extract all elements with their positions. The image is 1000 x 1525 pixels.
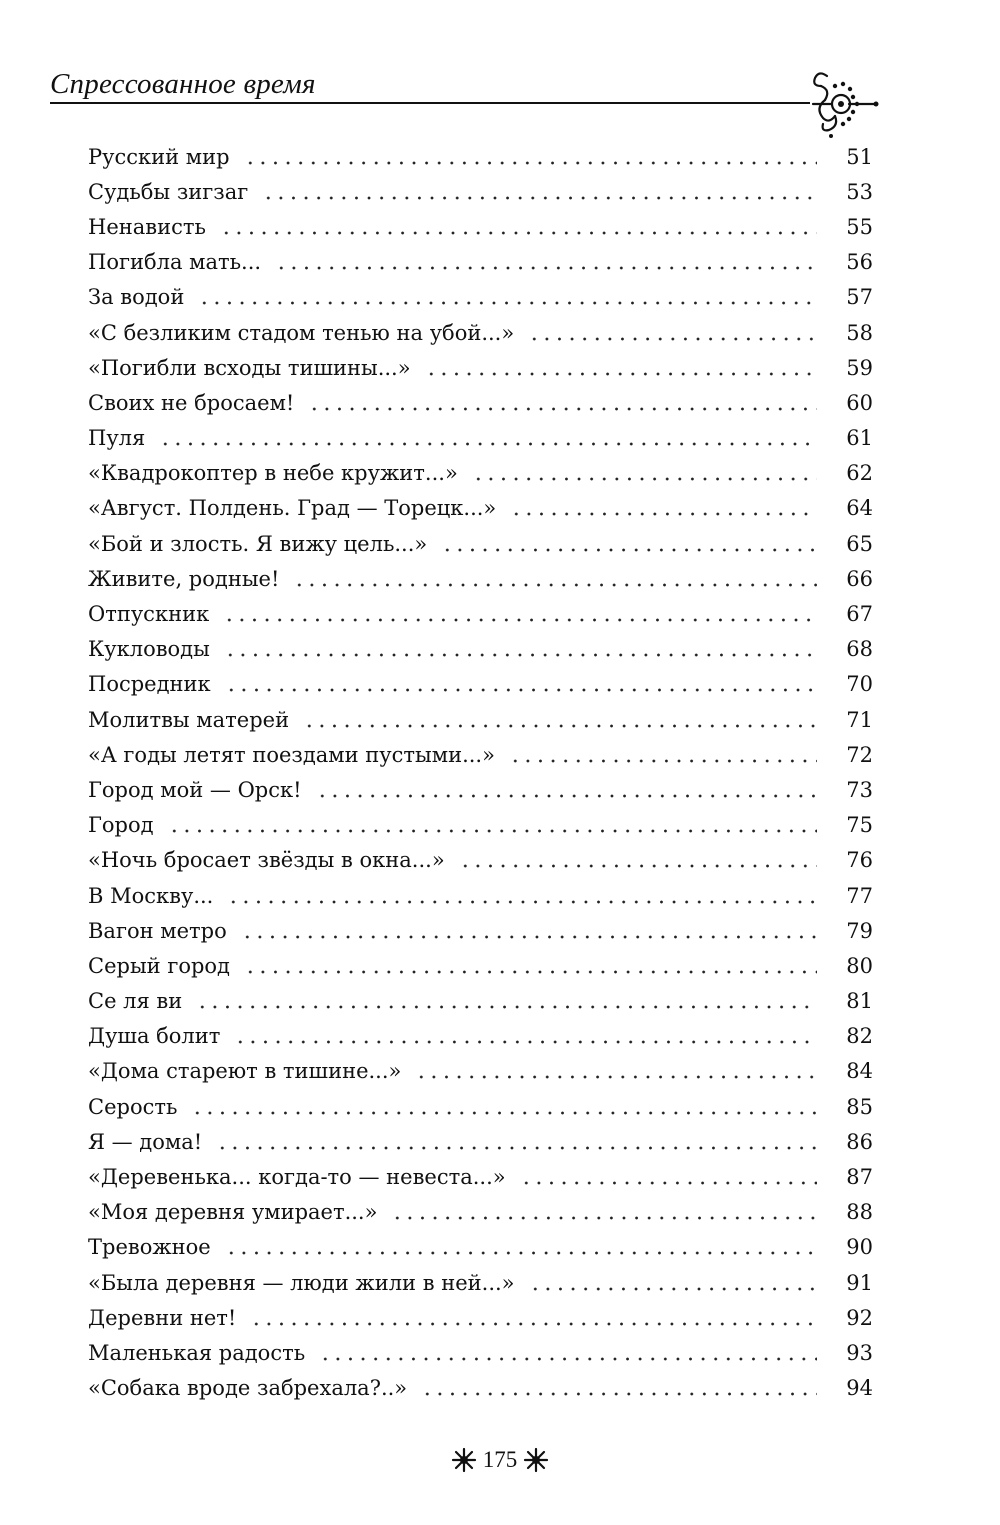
toc-row	[88, 456, 873, 491]
dot-leader	[234, 1040, 817, 1044]
toc-title: В Москву...	[88, 883, 214, 908]
page-footer	[0, 1440, 1000, 1480]
toc-row	[88, 526, 873, 561]
toc-row	[88, 209, 873, 244]
toc-title: Деревни нет!	[88, 1305, 237, 1330]
toc-row	[88, 808, 873, 843]
dot-leader	[425, 372, 817, 376]
dot-leader	[225, 688, 817, 692]
toc-page: 66	[846, 566, 873, 591]
dot-leader	[244, 161, 817, 165]
toc-row	[88, 561, 873, 596]
toc-page: 76	[846, 848, 873, 873]
toc-title: Пуля	[88, 426, 146, 451]
toc-title: Молитвы матерей	[88, 707, 290, 732]
dot-leader	[227, 900, 817, 904]
toc-row	[88, 1300, 873, 1335]
toc-title: Живите, родные!	[88, 566, 280, 591]
toc-title: Своих не бросаем!	[88, 390, 295, 415]
toc-page: 56	[846, 250, 873, 275]
toc-title: «Моя деревня умирает...»	[88, 1200, 378, 1225]
toc-page: 90	[846, 1235, 873, 1260]
toc-page: 57	[846, 285, 873, 310]
toc-row	[88, 1089, 873, 1124]
toc-row	[88, 596, 873, 631]
toc-title: Русский мир	[88, 144, 230, 169]
toc-row	[88, 245, 873, 280]
toc-row	[88, 1019, 873, 1054]
toc-row	[88, 913, 873, 948]
dot-leader	[319, 1357, 817, 1361]
toc-title: Маленькая радость	[88, 1340, 306, 1365]
dot-leader	[198, 301, 817, 305]
toc-row	[88, 350, 873, 385]
toc-page: 92	[846, 1305, 873, 1330]
toc-title: «Дома стареют в тишине...»	[88, 1059, 402, 1084]
dot-leader	[224, 653, 817, 657]
toc-title: Се ля ви	[88, 989, 183, 1014]
toc-page: 68	[846, 637, 873, 662]
toc-title: Город	[88, 813, 154, 838]
running-header-title: Спрессованное время	[50, 68, 316, 100]
toc-title: Погибла мать...	[88, 250, 262, 275]
toc-row	[88, 737, 873, 772]
dot-leader	[159, 442, 817, 446]
toc-title: «Была деревня — люди жили в ней...»	[88, 1270, 515, 1295]
toc-title: «Август. Полдень. Град — Торецк...»	[88, 496, 497, 521]
dot-leader	[216, 1146, 817, 1150]
toc-row	[88, 1335, 873, 1370]
toc-page: 67	[846, 602, 873, 627]
toc-page: 58	[846, 320, 873, 345]
toc-title: Кукловоды	[88, 637, 210, 662]
dot-leader	[262, 196, 817, 200]
toc-row	[88, 1230, 873, 1265]
toc-title: Судьбы зигзаг	[88, 179, 249, 204]
table-of-contents	[88, 139, 873, 1406]
toc-page: 86	[846, 1129, 873, 1154]
toc-row	[88, 1124, 873, 1159]
toc-page: 55	[846, 214, 873, 239]
toc-row	[88, 1195, 873, 1230]
toc-title: Серый город	[88, 953, 230, 978]
toc-row	[88, 878, 873, 913]
toc-row	[88, 948, 873, 983]
toc-page: 84	[846, 1059, 873, 1084]
dot-leader	[196, 1005, 817, 1009]
toc-title: «Собака вроде забрехала?..»	[88, 1376, 408, 1401]
toc-title: Тревожное	[88, 1235, 211, 1260]
toc-row	[88, 1265, 873, 1300]
header-rule	[50, 102, 810, 104]
toc-page: 73	[846, 777, 873, 802]
dot-leader	[510, 512, 817, 516]
toc-title: Ненависть	[88, 214, 206, 239]
dot-leader	[316, 794, 817, 798]
toc-page: 87	[846, 1165, 873, 1190]
toc-row	[88, 702, 873, 737]
toc-row	[88, 315, 873, 350]
flourish-ornament-icon	[805, 64, 880, 142]
toc-page: 62	[846, 461, 873, 486]
toc-row	[88, 667, 873, 702]
toc-page: 61	[846, 426, 873, 451]
toc-page: 60	[846, 390, 873, 415]
toc-title: За водой	[88, 285, 185, 310]
toc-page: 77	[846, 883, 873, 908]
toc-row	[88, 1371, 873, 1406]
dot-leader	[441, 548, 817, 552]
dot-leader	[528, 337, 817, 341]
snowflake-icon	[451, 1447, 477, 1473]
toc-row	[88, 421, 873, 456]
dot-leader	[168, 829, 817, 833]
toc-page: 70	[846, 672, 873, 697]
toc-page: 59	[846, 355, 873, 380]
toc-page: 93	[846, 1340, 873, 1365]
snowflake-icon	[523, 1447, 549, 1473]
dot-leader	[415, 1075, 817, 1079]
toc-row	[88, 1159, 873, 1194]
dot-leader	[421, 1392, 817, 1396]
dot-leader	[520, 1181, 817, 1185]
dot-leader	[529, 1287, 817, 1291]
toc-title: Я — дома!	[88, 1129, 203, 1154]
toc-page: 94	[846, 1376, 873, 1401]
dot-leader	[391, 1216, 817, 1220]
dot-leader	[509, 759, 817, 763]
toc-page: 71	[846, 707, 873, 732]
toc-row	[88, 385, 873, 420]
toc-title: Вагон метро	[88, 918, 227, 943]
page-number: 175	[482, 1447, 518, 1472]
dot-leader	[472, 477, 817, 481]
toc-title: «А годы летят поездами пустыми...»	[88, 742, 495, 767]
toc-row	[88, 139, 873, 174]
dot-leader	[223, 618, 817, 622]
dot-leader	[303, 724, 817, 728]
toc-title: «Ночь бросает звёзды в окна...»	[88, 848, 445, 873]
toc-page: 82	[846, 1024, 873, 1049]
toc-page: 75	[846, 813, 873, 838]
toc-page: 88	[846, 1200, 873, 1225]
toc-page: 79	[846, 918, 873, 943]
toc-row	[88, 280, 873, 315]
dot-leader	[220, 231, 817, 235]
running-header	[50, 62, 880, 122]
toc-page: 81	[846, 989, 873, 1014]
toc-title: «Деревенька... когда-то — невеста...»	[88, 1165, 506, 1190]
toc-row	[88, 843, 873, 878]
dot-leader	[244, 970, 817, 974]
toc-page: 53	[846, 179, 873, 204]
toc-row	[88, 491, 873, 526]
dot-leader	[275, 266, 817, 270]
toc-title: Город мой — Орск!	[88, 777, 302, 802]
dot-leader	[459, 864, 817, 868]
dot-leader	[250, 1322, 817, 1326]
toc-title: Серость	[88, 1094, 178, 1119]
toc-row	[88, 632, 873, 667]
toc-page: 72	[846, 742, 873, 767]
toc-title: «Квадрокоптер в небе кружит...»	[88, 461, 458, 486]
toc-page: 64	[846, 496, 873, 521]
toc-row	[88, 174, 873, 209]
toc-title: «С безликим стадом тенью на убой...»	[88, 320, 515, 345]
dot-leader	[308, 407, 817, 411]
dot-leader	[191, 1111, 817, 1115]
toc-row	[88, 984, 873, 1019]
toc-page: 91	[846, 1270, 873, 1295]
dot-leader	[225, 1251, 817, 1255]
toc-title: Отпускник	[88, 602, 210, 627]
toc-title: Посредник	[88, 672, 211, 697]
toc-page: 85	[846, 1094, 873, 1119]
toc-row	[88, 1054, 873, 1089]
toc-row	[88, 772, 873, 807]
toc-title: «Погибли всходы тишины...»	[88, 355, 411, 380]
toc-page: 51	[846, 144, 873, 169]
toc-page: 65	[846, 531, 873, 556]
dot-leader	[241, 935, 817, 939]
toc-title: «Бой и злость. Я вижу цель...»	[88, 531, 428, 556]
dot-leader	[293, 583, 817, 587]
toc-title: Душа болит	[88, 1024, 221, 1049]
toc-page: 80	[846, 953, 873, 978]
